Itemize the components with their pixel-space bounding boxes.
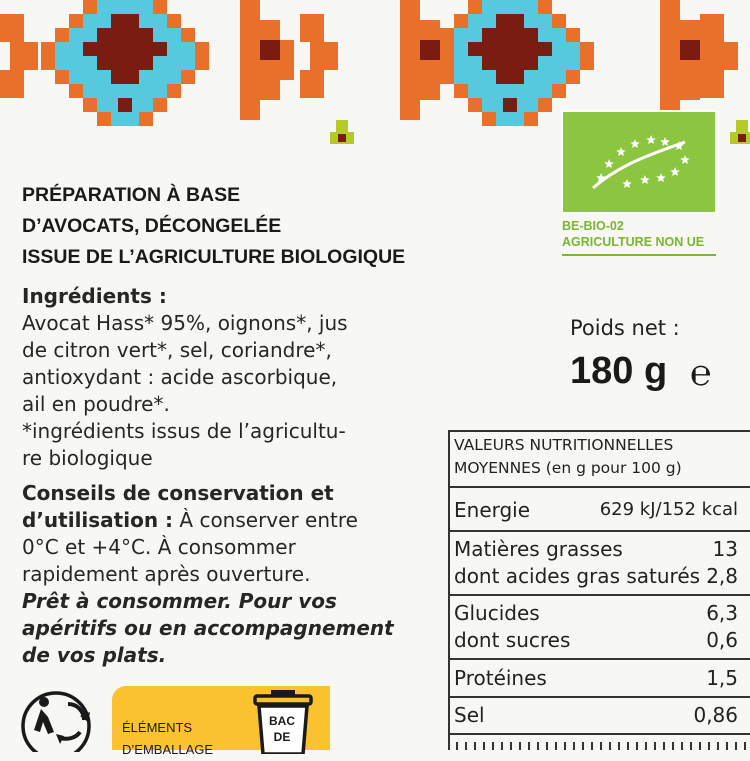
- nutrition-row-protein: [454, 665, 738, 691]
- eu-star-icon: [680, 155, 690, 164]
- ingredients-line-1: Avocat Hass* 95%, oignons*, jus: [22, 311, 348, 335]
- conservation-line-2-text: À conserver entre: [173, 508, 358, 532]
- cut-text-mark: [519, 742, 521, 750]
- pattern-block: [280, 40, 294, 80]
- pattern-block: [300, 70, 324, 98]
- nutrition-row-fat: [454, 536, 738, 562]
- serving-line-1: Prêt à consommer. Pour vos: [22, 589, 337, 613]
- pattern-block: [700, 40, 714, 80]
- ingredients-line-3: antioxydant : acide ascorbique,: [22, 365, 338, 389]
- pattern-block: [310, 42, 338, 70]
- conservation-heading-line-1: Conseils de conservation et: [22, 481, 334, 505]
- bin-label-line-1: BAC: [269, 714, 295, 728]
- bin-label-line-2: DE: [273, 730, 291, 744]
- eu-star-icon: [604, 159, 614, 168]
- product-title-line-2: D’AVOCATS, DÉCONGELÉE: [22, 215, 282, 237]
- cut-text-mark: [726, 742, 728, 750]
- cut-text-mark: [717, 742, 719, 750]
- pattern-block: [482, 0, 538, 14]
- cut-text-mark: [672, 742, 674, 750]
- cut-text-mark: [690, 742, 692, 750]
- ingredients-line-5: *ingrédients issus de l’agricultu-: [22, 419, 346, 443]
- cut-text-mark: [537, 742, 539, 750]
- cut-text-mark: [564, 742, 566, 750]
- pattern-block: [83, 84, 167, 98]
- pattern-block: [10, 42, 38, 70]
- cut-text-mark: [645, 742, 647, 750]
- eu-control-code: BE-BIO-02: [562, 219, 624, 233]
- nutrition-divider: [448, 733, 750, 735]
- pattern-block: [680, 40, 700, 60]
- pattern-block: [468, 42, 552, 56]
- pattern-block: [0, 70, 24, 98]
- serving-suggestion: [22, 588, 442, 669]
- cut-text-mark: [465, 742, 467, 750]
- pattern-block: [83, 42, 167, 56]
- ingredients-line-2: de citron vert*, sel, coriandre*,: [22, 338, 332, 362]
- pattern-block: [336, 120, 348, 132]
- cut-text-mark: [663, 742, 665, 750]
- eu-star-icon: [622, 179, 632, 188]
- product-title-line-1: PRÉPARATION À BASE: [22, 184, 241, 206]
- pattern-block: [482, 28, 538, 42]
- product-title: [22, 180, 472, 273]
- net-weight-value: 180 g: [570, 350, 668, 392]
- cut-text-mark: [474, 742, 476, 750]
- cut-text-mark: [492, 742, 494, 750]
- pattern-block: [468, 84, 552, 98]
- pattern-block: [700, 14, 724, 42]
- cut-text-mark: [573, 742, 575, 750]
- nutrition-label: Matières grasses: [454, 537, 623, 561]
- cut-text-mark: [510, 742, 512, 750]
- pattern-block: [111, 112, 139, 126]
- cut-text-mark: [681, 742, 683, 750]
- nutrition-value: 0,6: [706, 628, 738, 652]
- cut-text-mark: [555, 742, 557, 750]
- pattern-block: [482, 56, 538, 70]
- pattern-block: [260, 40, 280, 60]
- bin-label: [262, 713, 302, 745]
- nutrition-row-carbs: [454, 600, 738, 626]
- pattern-block: [97, 28, 153, 42]
- cut-text-mark: [483, 742, 485, 750]
- pattern-block: [736, 120, 748, 132]
- nutrition-label: Energie: [454, 498, 531, 522]
- ingredients-line-4: ail en poudre*.: [22, 392, 170, 416]
- eu-leaf-stars: [563, 112, 715, 212]
- eu-star-icon: [646, 135, 656, 144]
- nutrition-value: 13: [712, 537, 738, 561]
- nutrition-value: 0,86: [693, 703, 738, 727]
- nutrition-divider: [448, 696, 750, 698]
- nutrition-label: Protéines: [454, 666, 547, 690]
- estimated-sign-icon: ℮: [690, 353, 712, 394]
- pattern-block: [496, 70, 524, 84]
- serving-line-2: apéritifs ou en accompagnement: [22, 616, 394, 640]
- conservation-heading-line-2: d’utilisation :: [22, 508, 174, 532]
- cut-text-mark: [636, 742, 638, 750]
- cut-text-mark: [609, 742, 611, 750]
- conservation-line-3: 0°C et +4°C. À consommer: [22, 535, 296, 559]
- cut-text-mark: [699, 742, 701, 750]
- cut-text-mark: [735, 742, 737, 750]
- pattern-block: [400, 0, 420, 120]
- ingredients-line-6: re biologique: [22, 446, 153, 470]
- eu-star-icon: [660, 137, 670, 146]
- nutrition-divider: [448, 530, 750, 532]
- cut-text-mark: [456, 742, 458, 750]
- pattern-block: [420, 40, 440, 60]
- eu-origin-text: AGRICULTURE NON UE: [562, 235, 705, 249]
- nutrition-header: [454, 434, 744, 480]
- cut-text-mark: [744, 742, 746, 750]
- pattern-block: [97, 0, 153, 14]
- cut-text-strip: [448, 736, 750, 750]
- ingredients-heading: Ingrédients :: [22, 284, 167, 308]
- pattern-block: [440, 40, 454, 80]
- cut-text-mark: [582, 742, 584, 750]
- ingredients-section: [22, 283, 442, 472]
- pattern-block: [738, 134, 746, 142]
- pattern-block: [300, 14, 324, 42]
- nutrition-row-salt: [454, 702, 738, 728]
- nutrition-label: Glucides: [454, 601, 540, 625]
- pattern-block: [660, 0, 680, 120]
- cut-text-mark: [708, 742, 710, 750]
- conservation-section: [22, 480, 442, 588]
- cut-text-mark: [618, 742, 620, 750]
- pattern-block: [496, 112, 524, 126]
- eu-organic-leaf-icon: [561, 110, 717, 214]
- eu-star-icon: [616, 147, 626, 156]
- product-title-line-3: ISSUE DE L’AGRICULTURE BIOLOGIQUE: [22, 246, 406, 268]
- eu-label-underline: [562, 254, 716, 256]
- eu-star-icon: [656, 173, 666, 182]
- nutrition-value: 1,5: [706, 666, 738, 690]
- nutrition-divider: [448, 658, 750, 660]
- pattern-block: [111, 70, 139, 84]
- nutrition-divider: [448, 486, 750, 488]
- cut-text-mark: [528, 742, 530, 750]
- pattern-block: [97, 56, 153, 70]
- pattern-block: [710, 42, 738, 70]
- conservation-line-2: [22, 507, 442, 534]
- nutrition-header-line-1: VALEURS NUTRITIONNELLES: [454, 436, 674, 454]
- pattern-block: [496, 14, 524, 28]
- nutrition-row-sugars: [454, 627, 738, 653]
- nutrition-value: 629 kJ/152 kcal: [599, 499, 738, 520]
- net-weight-label: Poids net :: [570, 316, 680, 340]
- nutrition-label: Sel: [454, 703, 485, 727]
- nutrition-header-line-2: MOYENNES (en g pour 100 g): [454, 459, 682, 477]
- packaging-text: [122, 717, 242, 761]
- pattern-block: [0, 14, 24, 42]
- pattern-block: [338, 134, 346, 142]
- pattern-block: [240, 0, 260, 120]
- nutrition-value: 2,8: [706, 564, 738, 588]
- nutrition-row-saturated: [454, 563, 738, 589]
- eu-star-icon: [670, 167, 680, 176]
- cut-text-mark: [501, 742, 503, 750]
- pattern-block: [503, 98, 517, 112]
- serving-line-3: de vos plats.: [22, 643, 167, 667]
- cut-text-mark: [600, 742, 602, 750]
- eu-star-icon: [630, 139, 640, 148]
- cut-text-mark: [591, 742, 593, 750]
- nutrition-row-energy: [454, 497, 738, 523]
- conservation-line-4: rapidement après ouverture.: [22, 562, 311, 586]
- packaging-text-line-1: ÉLÉMENTS: [122, 720, 193, 735]
- eu-star-icon: [640, 175, 650, 184]
- cut-text-mark: [546, 742, 548, 750]
- nutrition-label: dont acides gras saturés: [454, 564, 701, 588]
- nutrition-value: 6,3: [706, 601, 738, 625]
- pattern-block: [111, 14, 139, 28]
- nutrition-divider: [448, 594, 750, 596]
- triman-recycling-icon: [8, 682, 104, 752]
- pattern-block: [118, 98, 132, 112]
- cut-text-mark: [654, 742, 656, 750]
- nutrition-label: dont sucres: [454, 628, 571, 652]
- cut-text-mark: [627, 742, 629, 750]
- packaging-text-line-2: D’EMBALLAGE: [122, 742, 214, 757]
